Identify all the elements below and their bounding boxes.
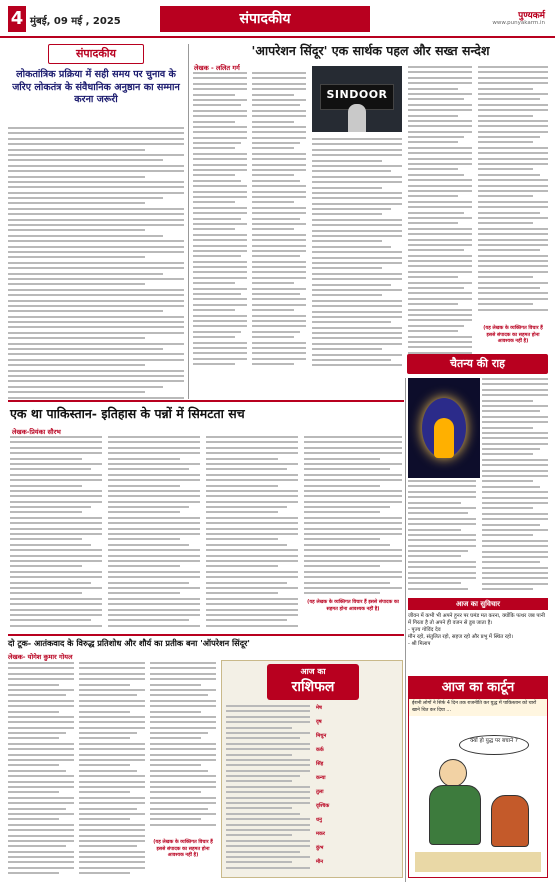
rashi-item: कन्या — [316, 775, 326, 781]
cartoon-figure-head — [439, 759, 467, 787]
cartoon-note: ईरानी लोगों ने सिर्फ 4 दिन तक राजनीति कर युद्ध में पाकिस्तान को चारों खाने चित कर दिया ... — [409, 699, 547, 716]
rashi-item: कुंभ — [316, 845, 324, 851]
rashi-item: वृष — [316, 719, 322, 725]
rashifal-box — [221, 660, 403, 878]
section-divider — [8, 400, 404, 402]
cartoon-head: आज का कार्टून — [409, 677, 547, 699]
rashifal-title-small: आज का — [300, 667, 326, 676]
lead-photo — [312, 66, 402, 132]
history-byline: लेखक-प्रियंका सौरभ — [12, 428, 61, 436]
cartoon-figure-body — [429, 785, 481, 845]
photo-figure — [348, 104, 366, 132]
lead-body-col3 — [312, 138, 402, 373]
cartoon-speech: क्यों हो युद्ध पर बचाने ? — [459, 735, 529, 755]
lower-headline: दो टूक- आतंकवाद के विरुद्ध प्रतिशोध और शौर्य का प्रतीक बना 'ऑपरेशन सिंदूर' — [8, 638, 250, 648]
lead-headline: 'आपरेशन सिंदूर' एक सार्थक पहल और सख्त सन्देश — [251, 43, 490, 58]
lower-body-col1 — [8, 662, 74, 878]
cartoon-figure-2 — [491, 795, 529, 847]
rashi-item: मेष — [316, 705, 322, 711]
chaitanya-photo — [408, 378, 480, 478]
thought-box — [408, 598, 548, 673]
meditation-figure — [434, 418, 454, 458]
lower-body-col3 — [150, 662, 216, 832]
website-url: www.punyakarm.in — [492, 20, 545, 26]
history-disclaimer: (यह लेखक के व्यक्तिगत विचार हैं इससे संपादक का सहमत होना आवश्यक नहीं है) — [307, 600, 399, 612]
rashi-item: तुला — [316, 789, 324, 795]
editorial-body — [8, 127, 184, 399]
lower-byline: लेखक- योगेश कुमार गोयल — [8, 653, 73, 661]
masthead — [0, 0, 555, 38]
chaitanya-head: चैतन्य की राह — [407, 354, 548, 374]
rashifal-title: राशिफल — [291, 679, 335, 695]
rashi-item: धनु — [316, 817, 322, 823]
issue-date: मुंबई, 09 मई , 2025 — [30, 16, 121, 27]
history-headline: एक था पाकिस्तान- इतिहास के पन्नों में सिमटता सच — [10, 406, 245, 421]
history-body-col2 — [108, 436, 200, 629]
rashi-item: कर्क — [316, 747, 324, 753]
rashifal-col1 — [226, 705, 310, 875]
thought-line-2: - पूज्य गोविंद देव — [408, 627, 441, 633]
chaitanya-body-col2 — [482, 378, 548, 595]
thought-line-3: मौन रहो, संतुलित रहो, सहज रहो और प्रभु में स्थित रहो। — [408, 634, 514, 640]
lead-body-col1 — [193, 72, 247, 372]
newspaper-logo: पुण्यकर्म — [518, 11, 545, 21]
section-title: संपादकीय — [160, 6, 370, 32]
thought-line-1: जीवन में कभी भी अपने हुनर पर घमंड मत करना, क्योंकि पत्थर जब पानी में गिरता है तो अपने ही वजन से डूब जाता है। — [408, 613, 545, 626]
lead-body-col2 — [252, 72, 306, 372]
history-body-col4 — [304, 436, 402, 596]
cartoon-box — [408, 676, 548, 878]
page-number: 4 — [8, 6, 26, 32]
lead-body-col5 — [478, 66, 548, 321]
thought-head: आज का सुविचार — [408, 598, 548, 610]
thought-line-4: - श्री मिलाप — [408, 641, 431, 647]
cartoon-ground — [415, 852, 541, 872]
editorial-headline: लोकतांत्रिक प्रक्रिया में सही समय पर चुनाव के जरिए लोकतंत्र के संवैधानिक अनुष्ठान का सम्मान करना जरूरी — [12, 69, 180, 105]
lead-byline: लेखक - ललित गर्ग — [194, 64, 240, 72]
editorial-head-box — [48, 44, 144, 64]
editorial-head: संपादकीय — [75, 47, 117, 60]
editorial-section — [8, 44, 184, 399]
history-body-col1 — [10, 436, 102, 629]
chaitanya-body-col1 — [408, 480, 476, 595]
photo-text: SINDOOR — [326, 88, 388, 101]
lead-disclaimer: (यह लेखक के व्यक्तिगत विचार हैं इससे संपादक का सहमत होना आवश्यक नहीं है) — [483, 326, 543, 344]
rashi-item: मिथुन — [316, 733, 327, 739]
column-divider — [188, 44, 189, 399]
lower-disclaimer: (यह लेखक के व्यक्तिगत विचार हैं इससे संपादक का सहमत होना आवश्यक नहीं है) — [153, 840, 213, 858]
column-divider — [405, 378, 406, 882]
lower-body-col2 — [79, 662, 145, 878]
rashi-item: मीन — [316, 859, 324, 865]
history-body-col3 — [206, 436, 298, 629]
rashifal-signs — [316, 705, 400, 875]
rashi-item: वृश्चिक — [316, 803, 330, 809]
lead-body-col4 — [408, 66, 472, 373]
rashi-item: सिंह — [316, 761, 324, 767]
rashi-item: मकर — [316, 831, 325, 837]
section-divider — [8, 634, 404, 636]
